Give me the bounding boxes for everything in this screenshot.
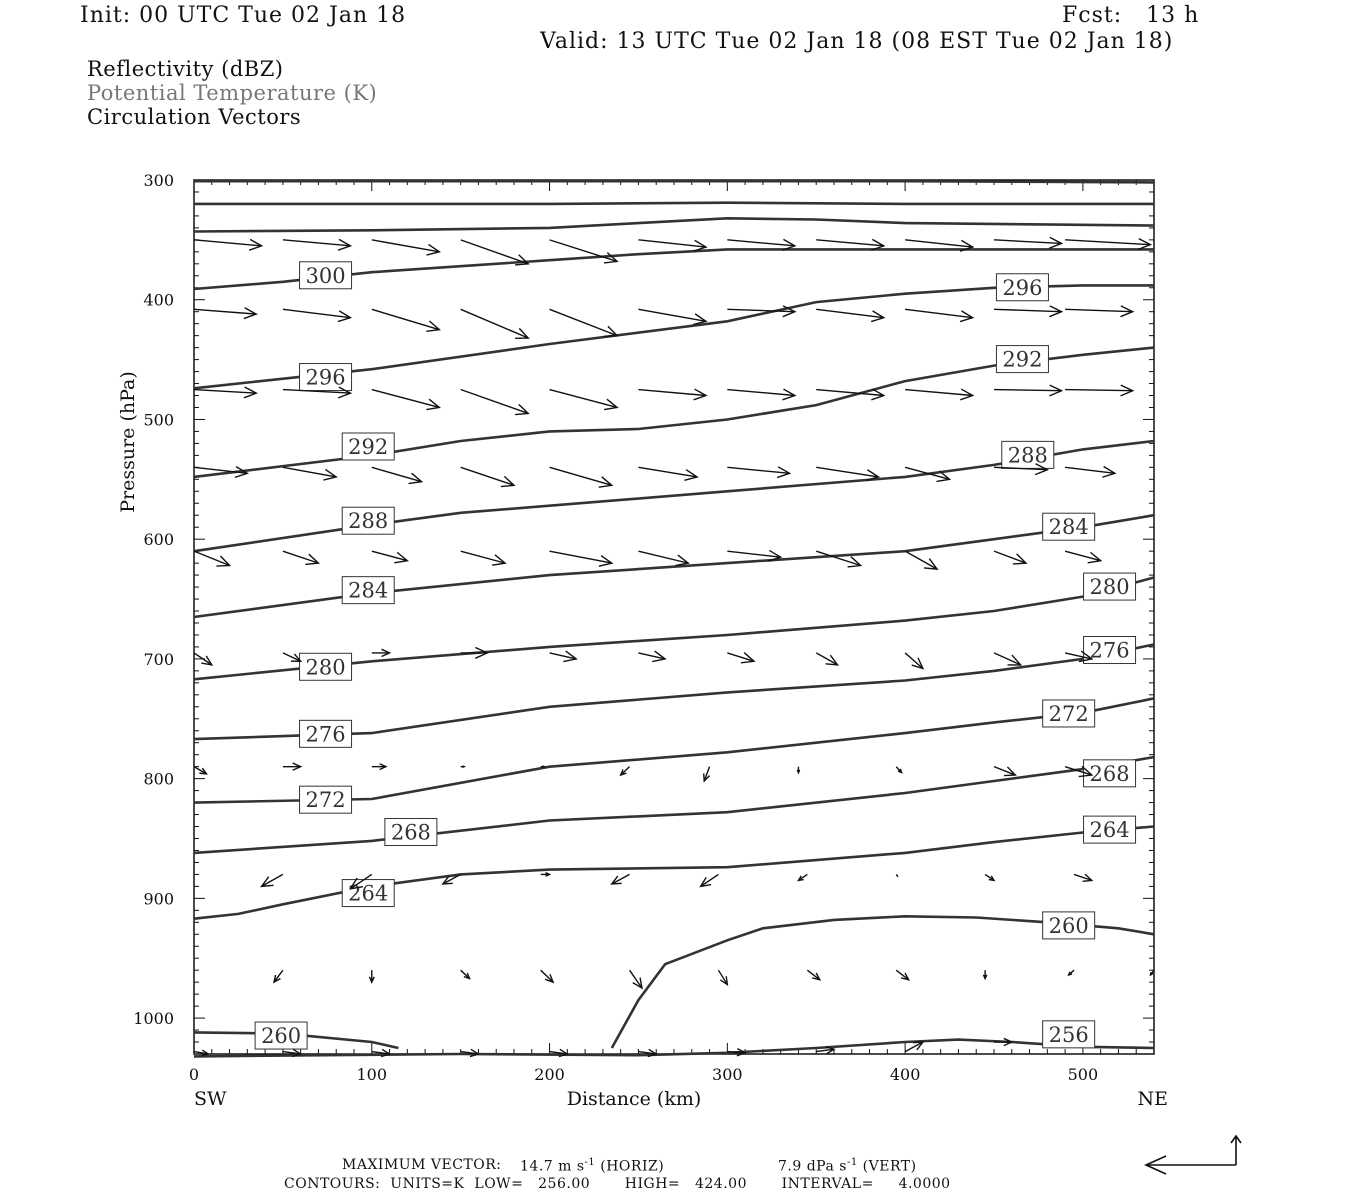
max-vector-horiz: 14.7 m $s^{-1}$ (HORIZ): [520, 1157, 665, 1175]
circulation-vector: [816, 467, 878, 477]
y-tick-label: 300: [143, 171, 174, 190]
contour-label-300: 300: [305, 263, 346, 288]
circulation-vector: [905, 309, 973, 317]
contour-info: CONTOURS: UNITS=K LOW= 256.00 HIGH= 424.00 INTERVAL= 4.0000: [284, 1176, 951, 1192]
init-time: Init: 00 UTC Tue 02 Jan 18: [80, 3, 407, 28]
circulation-vector: [994, 309, 1062, 311]
y-tick-label: 800: [143, 769, 174, 789]
contour-label-296: 296: [305, 365, 346, 390]
circulation-vector: [896, 874, 898, 876]
sw-end-label: SW: [194, 1088, 227, 1110]
contour-label-268-east: 268: [1089, 761, 1130, 786]
circulation-vector-head: [924, 559, 937, 570]
theta-contour-304: [550, 249, 1154, 260]
circulation-vector: [905, 551, 937, 569]
circulation-vector-head: [633, 978, 642, 989]
circulation-vector: [816, 551, 860, 565]
circulation-vector: [461, 390, 529, 414]
circulation-vector: [194, 551, 230, 565]
contour-label-272: 272: [305, 788, 346, 813]
x-tick-label: 500: [1067, 1065, 1099, 1084]
theta-contour-312: [194, 203, 1154, 204]
circulation-vector: [194, 309, 256, 314]
theta-contour-316: [194, 181, 1154, 182]
circulation-vector: [1065, 390, 1133, 391]
plot-frame: [194, 180, 1154, 1054]
contour-label-260: 260: [261, 1024, 302, 1049]
circulation-vector: [905, 1042, 923, 1052]
y-tick-label: 1000: [133, 1009, 174, 1029]
circulation-vector: [461, 240, 529, 264]
circulation-vector-head: [826, 655, 838, 665]
contour-label-292-east: 292: [1002, 347, 1043, 372]
circulation-vector: [372, 390, 440, 408]
contour-label-288: 288: [348, 509, 389, 534]
x-tick-label: 100: [356, 1065, 388, 1084]
circulation-vector: [994, 653, 1021, 665]
x-axis-title: Distance (km): [566, 1088, 702, 1110]
circulation-vector: [638, 309, 706, 321]
circulation-vector: [461, 309, 529, 338]
y-tick-label: 600: [143, 530, 174, 550]
circulation-vector: [372, 240, 440, 252]
circulation-vector-head: [463, 766, 465, 767]
contour-label-276-east: 276: [1089, 638, 1130, 663]
theta-contour-264: [194, 827, 1154, 919]
y-tick-label: 400: [143, 290, 174, 310]
circulation-vector: [816, 653, 837, 665]
legend-circulation-vectors: Circulation Vectors: [87, 105, 302, 129]
ne-end-label: NE: [1137, 1088, 1168, 1110]
y-axis-title: Pressure (hPa): [117, 371, 139, 513]
contour-label-264-east: 264: [1089, 818, 1130, 843]
circulation-vector: [550, 467, 612, 485]
circulation-vector: [283, 309, 351, 317]
x-tick-label: 0: [188, 1065, 200, 1084]
circulation-vector-head: [720, 976, 727, 984]
circulation-vector: [550, 390, 618, 408]
circulation-vector: [994, 240, 1062, 244]
contour-label-288-east: 288: [1007, 443, 1048, 468]
circulation-vector: [461, 467, 514, 485]
circulation-vector: [262, 874, 283, 886]
legend-potential-temperature: Potential Temperature (K): [87, 81, 378, 105]
y-tick-label: 900: [143, 889, 174, 909]
circulation-vector: [283, 551, 319, 563]
circulation-vector: [994, 551, 1026, 563]
circulation-vector: [194, 390, 256, 394]
max-vector-label: MAXIMUM VECTOR:: [342, 1157, 502, 1173]
x-tick-label: 200: [534, 1065, 565, 1084]
circulation-vector: [994, 390, 1062, 391]
contour-label-272-east: 272: [1048, 701, 1089, 726]
circulation-vector: [1065, 240, 1150, 245]
circulation-vector-head: [543, 766, 545, 767]
circulation-vector: [638, 467, 697, 477]
contour-label-292: 292: [348, 434, 389, 459]
forecast-hour: Fcst: 13 h: [1062, 3, 1200, 28]
max-vector-vert: 7.9 dPa $s^{-1}$ (VERT): [778, 1157, 917, 1175]
y-tick-label: 700: [143, 649, 174, 669]
contour-label-276: 276: [305, 722, 346, 747]
contour-label-296-east: 296: [1002, 275, 1043, 300]
contour-label-264: 264: [348, 881, 389, 906]
circulation-vector: [612, 874, 630, 884]
contour-label-268: 268: [390, 820, 431, 845]
circulation-vector: [550, 309, 618, 335]
theta-contour-300: [194, 260, 550, 289]
contour-label-280: 280: [305, 655, 346, 680]
x-tick-label: 300: [712, 1065, 743, 1084]
contour-label-280-east: 280: [1089, 575, 1130, 600]
contour-label-260-east: 260: [1048, 913, 1089, 938]
contour-label-284: 284: [348, 578, 389, 603]
valid-time: Valid: 13 UTC Tue 02 Jan 18 (08 EST Tue 02 Jan 18): [540, 29, 1174, 54]
circulation-vector: [1065, 309, 1133, 311]
circulation-vector: [816, 309, 884, 317]
circulation-vector-head: [262, 877, 274, 887]
legend-reflectivity: Reflectivity (dBZ): [87, 57, 284, 81]
circulation-vector: [372, 309, 440, 329]
circulation-vector-head: [201, 656, 211, 665]
circulation-vector-head: [701, 877, 711, 886]
x-tick-label: 400: [889, 1065, 921, 1084]
contour-label-256-east: 256: [1048, 1022, 1089, 1047]
y-tick-label: 500: [143, 410, 174, 430]
theta-contour-308: [194, 218, 1154, 231]
contour-label-284-east: 284: [1048, 515, 1089, 540]
